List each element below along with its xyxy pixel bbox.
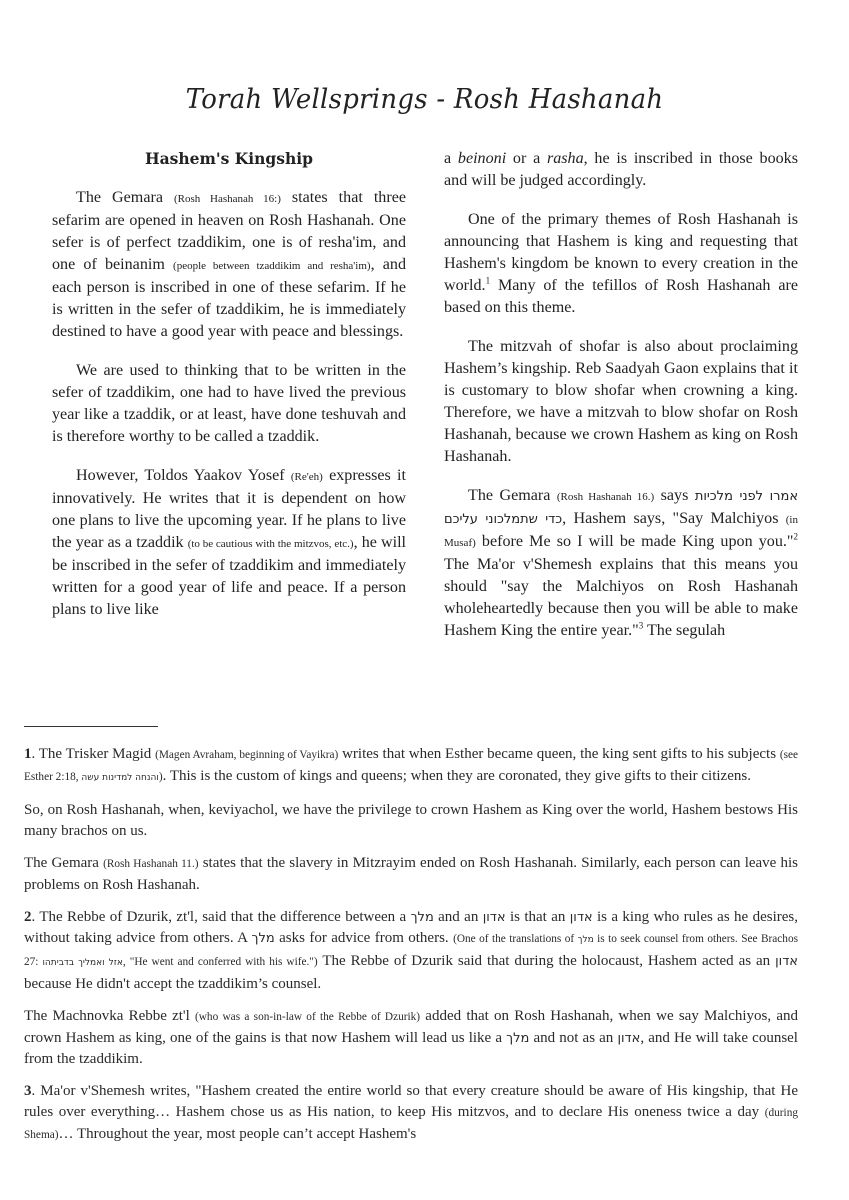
section-heading: Hashem's Kingship: [144, 149, 313, 168]
footnote-2-paragraph: The Machnovka Rebbe zt'l (who was a son-in-law of the Rebbe of Dzurik) added that on Rosh Hashanah, when we say Malchiyos, and crown Hashem as king, one of the gains is that now Hashem will lead us like a מלך and not as an אדון, and He will take counsel from the tzaddikim.: [24, 1008, 798, 1067]
footnote-1-paragraph: The Gemara (Rosh Hashanah 11.) states that the slavery in Mitzrayim ended on Rosh Hashanah. Similarly, each person can leave his problems on Rosh Hashanah.: [24, 855, 798, 893]
paragraph: The Gemara (Rosh Hashanah 16:) states that three sefarim are opened in heaven on Rosh Hashanah. One sefer is of perfect tzaddikim, one is of resha'im, and one of beinanim (people between tzaddikim and resha'im), and each person is inscribed in one of these sefarim. If he is written in the sefer of tzaddikim, he is immediately destined to have a good year with peace and blessings.: [52, 189, 406, 340]
paragraph: The Gemara (Rosh Hashanah 16.) says אמרו לפני מלכיות כדי שתמלכוני עליכם, Hashem says, "Say Malchiyos (in Musaf) before Me so I will be made King upon you."$^2$ The Ma'or v'Shemesh explains that this means you should "say the Malchiyos on Rosh Hashanah wholeheartedly because then you will be able to make Hashem King the entire year."$^3$ The segulah: [444, 487, 799, 639]
hebrew-quote: אמרו לפני מלכיות כדי שתמלכוני עליכם: [444, 489, 799, 527]
page-title: Torah Wellsprings - Rosh Hashanah: [185, 84, 664, 115]
footnote-ref-2[interactable]: 2: [793, 531, 798, 542]
citation: (Rosh Hashanah 16:): [174, 193, 281, 205]
paragraph-continued: a beinoni or a rasha, he is inscribed in those books and will be judged accordingly.: [444, 150, 798, 189]
paragraph: The mitzvah of shofar is also about proclaiming Hashem’s kingship. Reb Saadyah Gaon explains that it is customary to blow shofar when crowning a king. Therefore, we have a mitzvah to blow shofar on Rosh Hashanah, because we crown Hashem as king on Rosh Hashanah.: [444, 338, 798, 465]
footnote-ref-3[interactable]: 3: [638, 620, 644, 631]
parenthetical-note: (people between tzaddikim and resha'im): [173, 260, 371, 272]
paragraph: However, Toldos Yaakov Yosef (Re'eh) expresses it innovatively. He writes that it is dependent on how one plans to live the upcoming year. If he plans to live the year as a tzaddik (to be cautious with the mitzvos, etc.), he will be inscribed in the sefer of tzaddikim and immediately written for a good year of life and peace. If a person plans to live like: [52, 467, 407, 618]
footnote-1: 1. The Trisker Magid (Magen Avraham, beginning of Vayikra) writes that when Esther became queen, the king sent gifts to his subjects (see Esther 2:18, והנחה למדינות עשה). This is the custom of kings and queens; when they are coronated, they give gifts to their citizens.: [24, 746, 799, 784]
parenthetical-note: (to be cautious with the mitzvos, etc.): [187, 538, 354, 550]
left-column: [52, 148, 406, 638]
citation: (Rosh Hashanah 16.): [556, 491, 655, 503]
paragraph: One of the primary themes of Rosh Hashanah is announcing that Hashem is king and requesting that Hashem's kingdom be known to every creation in the world.$^1$ Many of the tefillos of Rosh Hashanah are based on this theme.: [444, 211, 798, 316]
footnote-2: 2. The Rebbe of Dzurik, zt'l, said that the difference between a מלך and an אדון is that an אדון is a king who rules as he desires, without taking advice from others. A מלך asks for advice from others. (One of the translations of מלך is to seek counsel from others. See Brachos 27: אזל ואמליך בדביתהו, "He went and conferred with his wife.") The Rebbe of Dzurik said that during the holocaust, Hashem acted as an אדון because He didn't accept the tzaddikim’s counsel.: [24, 909, 798, 992]
footnote-ref-1[interactable]: 1: [485, 275, 491, 286]
right-column: [444, 148, 798, 659]
footnote-3: 3. Ma'or v'Shemesh writes, "Hashem created the entire world so that every creature should be aware of His kingship, that He rules over everything… Hashem chose us as His nation, to keep His mitzvos, and to declare His oneness twice a day (during Shema)… Throughout the year, most people can’t accept Hashem's: [24, 1083, 798, 1142]
paragraph: We are used to thinking that to be written in the sefer of tzaddikim, one had to have lived the previous year like a tzaddik, or at least, have done teshuvah and is therefore worthy to be called a tzaddik.: [52, 362, 406, 445]
parenthetical-note: (in Musaf): [444, 514, 798, 549]
footnotes: [24, 744, 798, 1157]
citation: (Re'eh): [290, 471, 323, 483]
footnote-1-paragraph: So, on Rosh Hashanah, when, keviyachol, we have the privilege to crown Hashem as King over the world, Hashem bestows His many brachos on us.: [24, 802, 798, 839]
footnote-divider: [24, 726, 158, 727]
